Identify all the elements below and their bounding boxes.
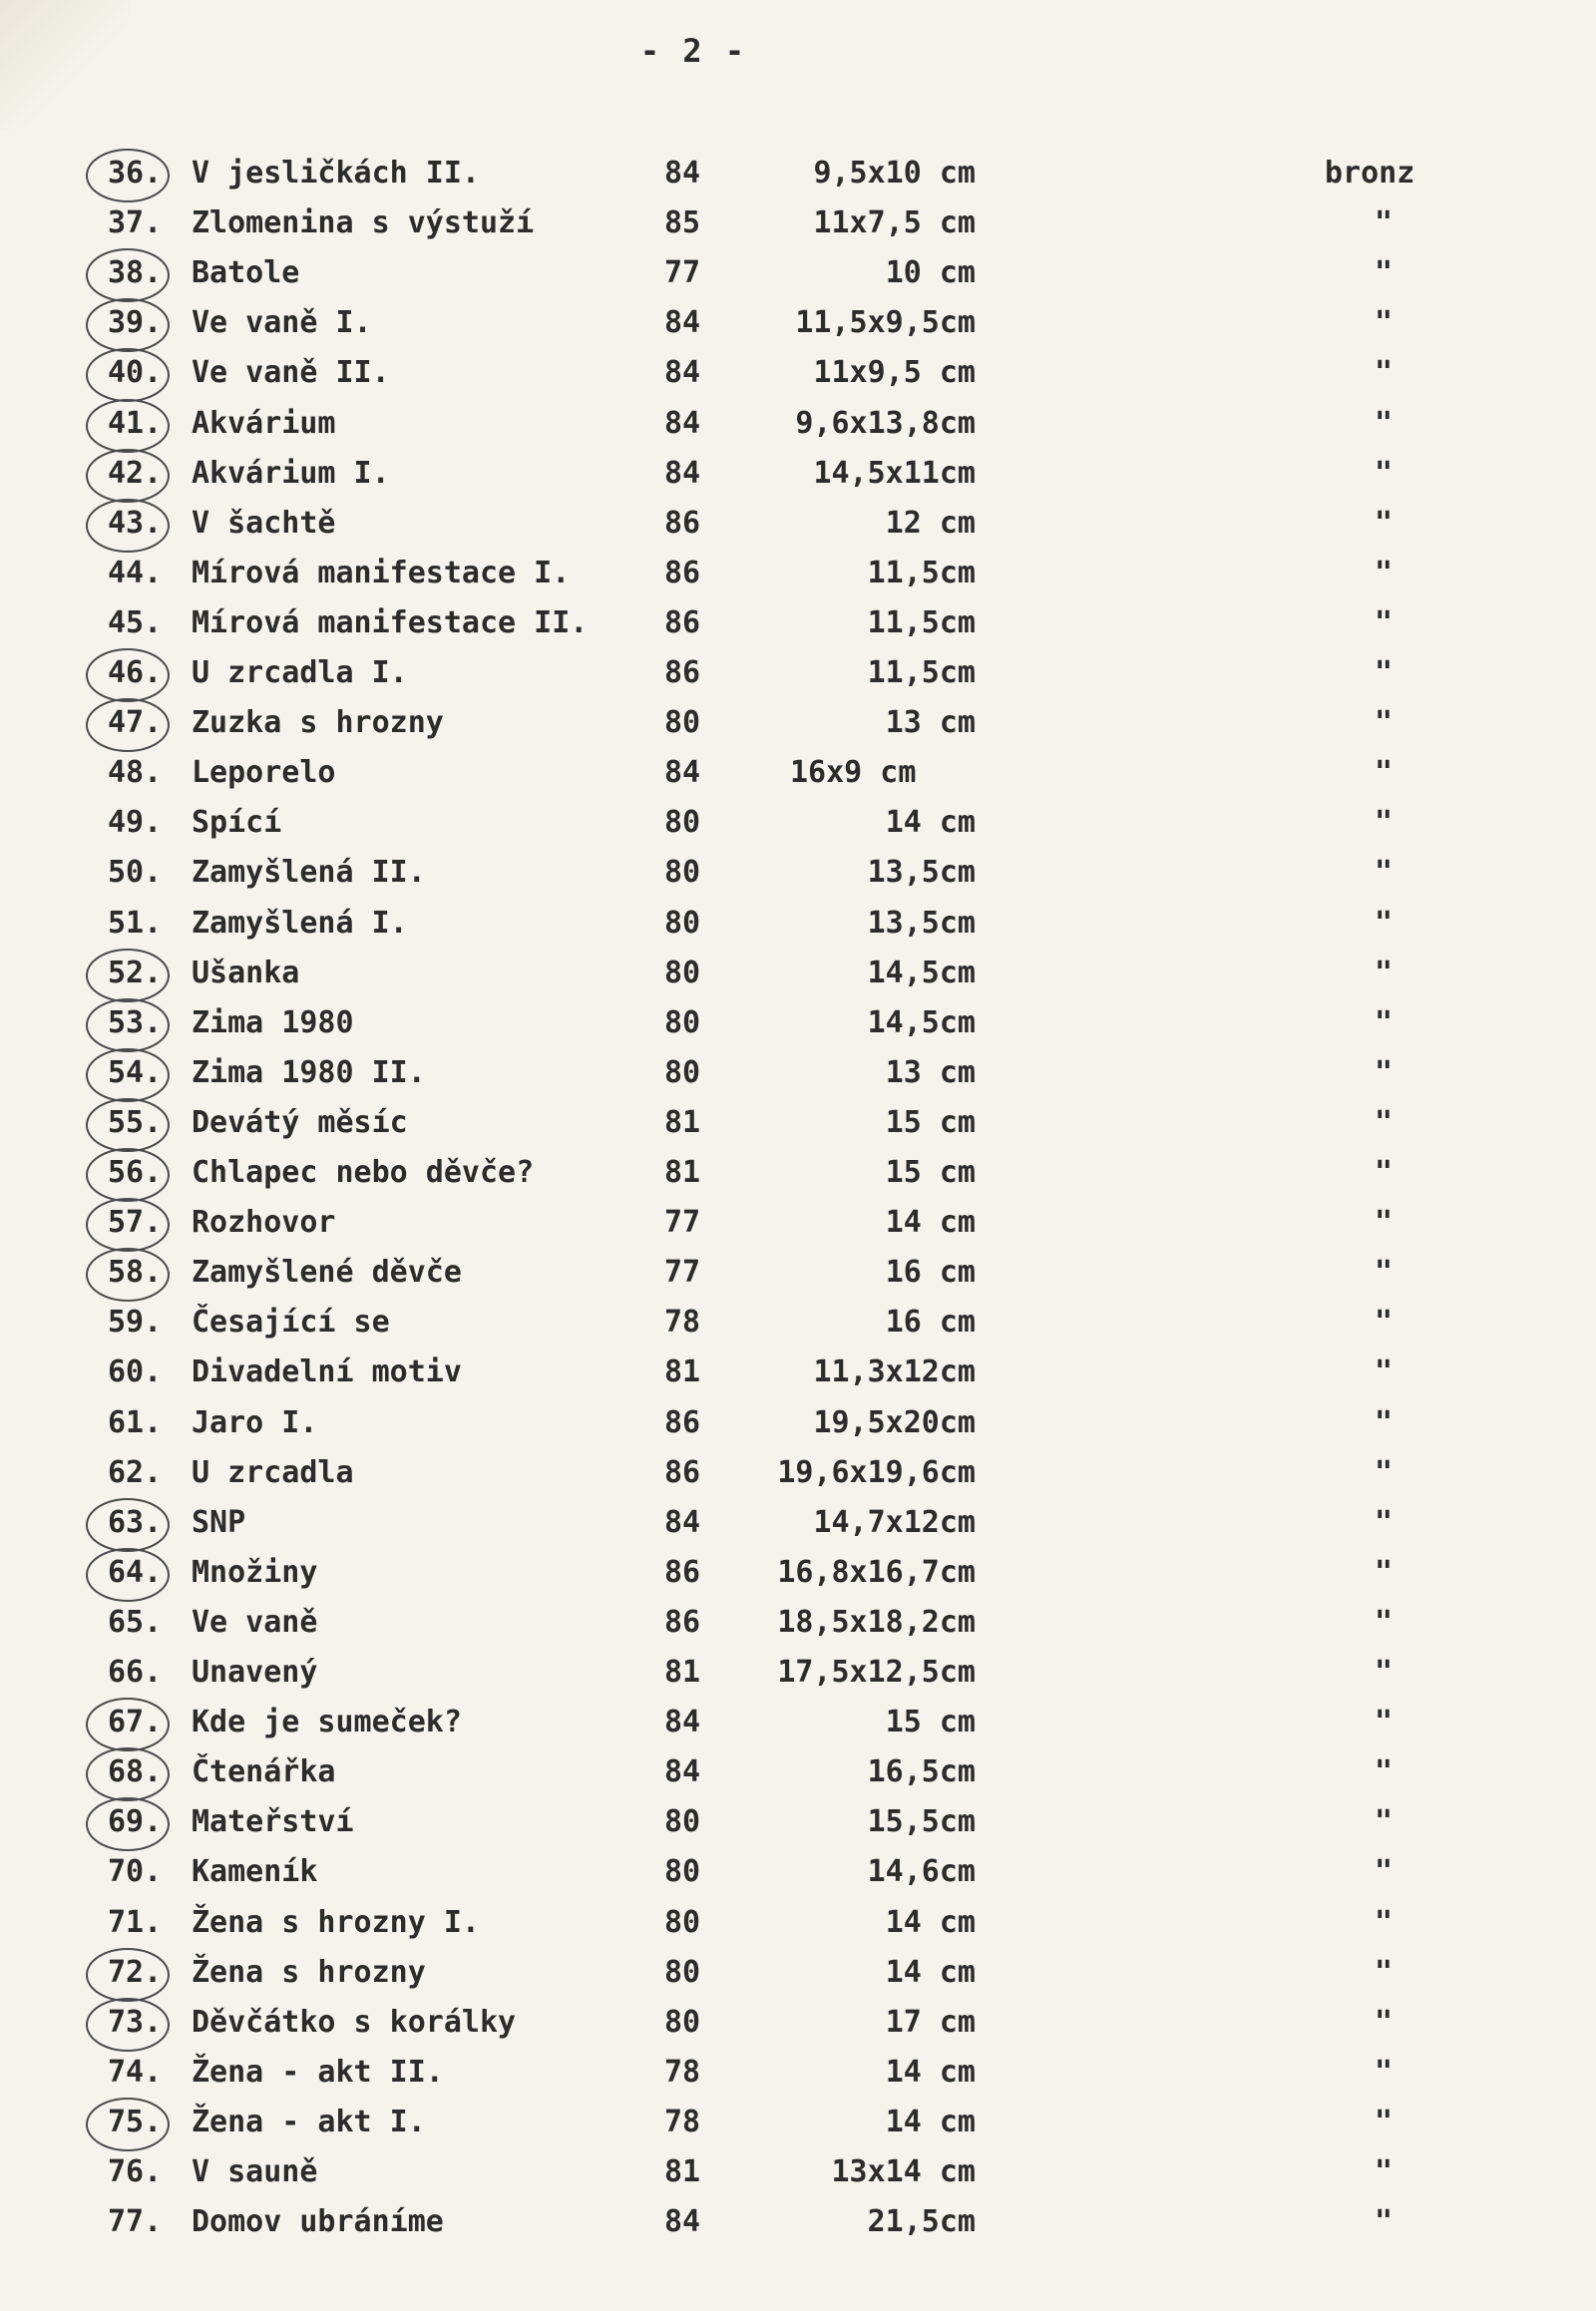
list-item — [0, 700, 1596, 746]
item-material-ditto: " — [1375, 2004, 1394, 2040]
item-size: 10 cm — [885, 255, 976, 291]
item-material-ditto: " — [1375, 905, 1394, 941]
item-number: 37. — [108, 205, 163, 241]
item-title: Kameník — [192, 1854, 318, 1890]
item-size: 14,5x11cm — [813, 455, 976, 491]
item-year: 81 — [664, 1655, 701, 1690]
item-size: 13,5cm — [867, 855, 976, 891]
list-item — [0, 850, 1596, 896]
item-year: 84 — [664, 355, 701, 391]
list-item — [0, 1900, 1596, 1946]
item-material-ditto: " — [1375, 955, 1394, 990]
item-number: 48. — [108, 755, 163, 791]
item-year: 86 — [664, 505, 701, 541]
item-number-circled: 67. — [108, 1700, 188, 1745]
item-size: 16,5cm — [867, 1754, 976, 1790]
list-item — [0, 2000, 1596, 2046]
item-year: 81 — [664, 1354, 701, 1390]
list-item — [0, 800, 1596, 846]
list-item — [0, 650, 1596, 696]
list-item — [0, 1300, 1596, 1346]
item-material-ditto: " — [1375, 1904, 1394, 1940]
list-item — [0, 901, 1596, 947]
list-item — [0, 1550, 1596, 1596]
item-number: 62. — [108, 1454, 163, 1490]
item-material-ditto: " — [1375, 455, 1394, 491]
list-item — [0, 200, 1596, 246]
item-title: Zima 1980 — [192, 1004, 354, 1040]
item-year: 84 — [664, 755, 701, 791]
item-material-ditto: " — [1375, 355, 1394, 391]
item-title: Mírová manifestace I. — [192, 555, 571, 590]
item-material-ditto: " — [1375, 705, 1394, 741]
item-material-ditto: " — [1375, 1255, 1394, 1291]
item-year: 84 — [664, 1504, 701, 1540]
item-year: 86 — [664, 555, 701, 590]
item-year: 80 — [664, 1954, 701, 1990]
item-size: 14 cm — [885, 1954, 976, 1990]
item-title: V jesličkách II. — [192, 156, 480, 191]
item-number-circled: 75. — [108, 2100, 188, 2145]
list-item — [0, 2199, 1596, 2245]
item-size: 11,3x12cm — [813, 1354, 976, 1390]
item-number-circled: 57. — [108, 1200, 188, 1246]
item-material-ditto: " — [1375, 855, 1394, 891]
list-item — [0, 1400, 1596, 1446]
item-size: 11,5cm — [867, 555, 976, 590]
item-number-circled: 43. — [108, 501, 188, 547]
item-title: Akvárium I. — [192, 455, 390, 491]
item-title: Děvčátko s korálky — [192, 2004, 517, 2040]
item-number: 76. — [108, 2154, 163, 2189]
item-year: 77 — [664, 1205, 701, 1241]
list-item — [0, 1600, 1596, 1646]
item-title: Žena - akt I. — [192, 2104, 426, 2139]
item-year: 77 — [664, 255, 701, 291]
item-number: 50. — [108, 855, 163, 891]
item-year: 84 — [664, 455, 701, 491]
item-title: Čtenářka — [192, 1754, 336, 1790]
item-material-ditto: " — [1375, 1854, 1394, 1890]
item-year: 80 — [664, 1054, 701, 1090]
list-item — [0, 1950, 1596, 1996]
item-material-ditto: " — [1375, 1155, 1394, 1190]
item-year: 78 — [664, 1305, 701, 1341]
list-item — [0, 451, 1596, 497]
item-number: 61. — [108, 1404, 163, 1440]
item-year: 80 — [664, 1854, 701, 1890]
item-number-circled: 55. — [108, 1100, 188, 1146]
list-item — [0, 2100, 1596, 2145]
item-title: Zima 1980 II. — [192, 1054, 426, 1090]
item-material: bronz — [1325, 156, 1415, 191]
item-size: 15 cm — [885, 1104, 976, 1140]
list-item — [0, 1700, 1596, 1745]
item-title: Domov ubráníme — [192, 2204, 444, 2240]
item-number-circled: 72. — [108, 1950, 188, 1996]
item-year: 81 — [664, 1104, 701, 1140]
item-size: 14 cm — [885, 1904, 976, 1940]
item-number: 60. — [108, 1354, 163, 1390]
item-number: 65. — [108, 1604, 163, 1640]
item-material-ditto: " — [1375, 1754, 1394, 1790]
item-number-circled: 68. — [108, 1749, 188, 1795]
item-size: 9,6x13,8cm — [795, 405, 976, 441]
item-size: 16x9 cm — [790, 755, 917, 791]
list-item — [0, 600, 1596, 646]
item-year: 84 — [664, 1705, 701, 1740]
item-number-circled: 38. — [108, 250, 188, 296]
item-material-ditto: " — [1375, 655, 1394, 690]
item-title: U zrcadla I. — [192, 655, 408, 690]
list-item — [0, 1200, 1596, 1246]
item-year: 86 — [664, 1454, 701, 1490]
item-material-ditto: " — [1375, 1705, 1394, 1740]
item-year: 80 — [664, 905, 701, 941]
item-title: Ve vaně I. — [192, 305, 372, 341]
item-number-circled: 39. — [108, 300, 188, 346]
item-title: Zlomenina s výstuží — [192, 205, 535, 241]
item-size: 11,5x9,5cm — [795, 305, 976, 341]
item-year: 86 — [664, 604, 701, 640]
item-size: 11,5cm — [867, 604, 976, 640]
list-item — [0, 1150, 1596, 1196]
item-year: 84 — [664, 156, 701, 191]
item-number: 59. — [108, 1305, 163, 1341]
item-title: Kde je sumeček? — [192, 1705, 462, 1740]
item-size: 21,5cm — [867, 2204, 976, 2240]
item-year: 86 — [664, 1404, 701, 1440]
item-number-circled: 54. — [108, 1050, 188, 1096]
item-material-ditto: " — [1375, 555, 1394, 590]
list-item — [0, 951, 1596, 996]
item-year: 78 — [664, 2054, 701, 2090]
item-material-ditto: " — [1375, 1404, 1394, 1440]
item-title: Žena - akt II. — [192, 2054, 444, 2090]
list-item — [0, 1849, 1596, 1895]
item-title: Ve vaně — [192, 1604, 318, 1640]
item-size: 16 cm — [885, 1255, 976, 1291]
item-title: Množiny — [192, 1554, 318, 1590]
list-item — [0, 750, 1596, 796]
item-title: Zuzka s hrozny — [192, 705, 444, 741]
item-size: 15 cm — [885, 1705, 976, 1740]
list-item — [0, 1250, 1596, 1296]
item-number-circled: 56. — [108, 1150, 188, 1196]
item-title: V šachtě — [192, 505, 336, 541]
item-number: 74. — [108, 2054, 163, 2090]
item-number: 70. — [108, 1854, 163, 1890]
item-size: 15 cm — [885, 1155, 976, 1190]
item-title: Devátý měsíc — [192, 1104, 408, 1140]
item-number-circled: 42. — [108, 451, 188, 497]
item-material-ditto: " — [1375, 1804, 1394, 1840]
item-size: 13x14 cm — [831, 2154, 976, 2189]
item-title: Zamyšlená I. — [192, 905, 408, 941]
item-size: 14 cm — [885, 2104, 976, 2139]
item-title: Zamyšlená II. — [192, 855, 426, 891]
item-title: Chlapec nebo děvče? — [192, 1155, 535, 1190]
item-year: 84 — [664, 2204, 701, 2240]
item-title: Unavený — [192, 1655, 318, 1690]
item-size: 14 cm — [885, 1205, 976, 1241]
item-material-ditto: " — [1375, 2204, 1394, 2240]
item-title: Mírová manifestace II. — [192, 604, 589, 640]
item-size: 16,8x16,7cm — [777, 1554, 976, 1590]
item-year: 84 — [664, 405, 701, 441]
item-material-ditto: " — [1375, 1954, 1394, 1990]
item-year: 80 — [664, 855, 701, 891]
item-size: 12 cm — [885, 505, 976, 541]
item-year: 86 — [664, 1604, 701, 1640]
item-title: Batole — [192, 255, 300, 291]
item-material-ditto: " — [1375, 255, 1394, 291]
item-year: 81 — [664, 2154, 701, 2189]
item-year: 80 — [664, 1904, 701, 1940]
item-number-circled: 40. — [108, 350, 188, 396]
item-title: U zrcadla — [192, 1454, 354, 1490]
item-year: 80 — [664, 705, 701, 741]
item-year: 86 — [664, 1554, 701, 1590]
item-number-circled: 52. — [108, 951, 188, 996]
item-title: Jaro I. — [192, 1404, 318, 1440]
item-size: 11x9,5 cm — [813, 355, 976, 391]
list-item — [0, 551, 1596, 596]
item-size: 14 cm — [885, 805, 976, 841]
list-item — [0, 300, 1596, 346]
item-material-ditto: " — [1375, 405, 1394, 441]
item-number-circled: 58. — [108, 1250, 188, 1296]
item-number-circled: 36. — [108, 151, 188, 196]
item-year: 84 — [664, 1754, 701, 1790]
item-number-circled: 47. — [108, 700, 188, 746]
item-material-ditto: " — [1375, 1655, 1394, 1690]
item-material-ditto: " — [1375, 755, 1394, 791]
item-title: V sauně — [192, 2154, 318, 2189]
item-title: SNP — [192, 1504, 246, 1540]
item-title: Česající se — [192, 1305, 390, 1341]
item-size: 17,5x12,5cm — [777, 1655, 976, 1690]
item-material-ditto: " — [1375, 1504, 1394, 1540]
item-material-ditto: " — [1375, 1354, 1394, 1390]
item-material-ditto: " — [1375, 2154, 1394, 2189]
item-material-ditto: " — [1375, 2054, 1394, 2090]
list-item — [0, 1500, 1596, 1546]
item-size: 17 cm — [885, 2004, 976, 2040]
item-size: 14,5cm — [867, 1004, 976, 1040]
item-number: 71. — [108, 1904, 163, 1940]
list-item — [0, 1650, 1596, 1696]
item-material-ditto: " — [1375, 1454, 1394, 1490]
list-item — [0, 250, 1596, 296]
item-material-ditto: " — [1375, 1205, 1394, 1241]
item-material-ditto: " — [1375, 1054, 1394, 1090]
item-title: Leporelo — [192, 755, 336, 791]
item-year: 77 — [664, 1255, 701, 1291]
item-year: 86 — [664, 655, 701, 690]
item-number: 49. — [108, 805, 163, 841]
item-size: 11,5cm — [867, 655, 976, 690]
item-title: Akvárium — [192, 405, 336, 441]
item-material-ditto: " — [1375, 205, 1394, 241]
item-size: 14 cm — [885, 2054, 976, 2090]
item-size: 16 cm — [885, 1305, 976, 1341]
item-material-ditto: " — [1375, 805, 1394, 841]
item-title: Žena s hrozny I. — [192, 1904, 480, 1940]
item-number: 44. — [108, 555, 163, 590]
item-number: 45. — [108, 604, 163, 640]
list-item — [0, 1749, 1596, 1795]
item-year: 84 — [664, 305, 701, 341]
item-title: Mateřství — [192, 1804, 354, 1840]
item-size: 13 cm — [885, 1054, 976, 1090]
item-material-ditto: " — [1375, 1554, 1394, 1590]
item-number-circled: 73. — [108, 2000, 188, 2046]
list-item — [0, 2050, 1596, 2096]
page-number: - 2 - — [639, 32, 747, 70]
list-item — [0, 1450, 1596, 1496]
item-year: 80 — [664, 1804, 701, 1840]
list-item — [0, 1349, 1596, 1395]
item-year: 78 — [664, 2104, 701, 2139]
list-item — [0, 2149, 1596, 2195]
item-year: 81 — [664, 1155, 701, 1190]
item-number: 66. — [108, 1655, 163, 1690]
item-material-ditto: " — [1375, 505, 1394, 541]
item-size: 14,7x12cm — [813, 1504, 976, 1540]
list-item — [0, 1050, 1596, 1096]
item-title: Rozhovor — [192, 1205, 336, 1241]
item-material-ditto: " — [1375, 1305, 1394, 1341]
item-size: 19,5x20cm — [813, 1404, 976, 1440]
item-size: 14,5cm — [867, 955, 976, 990]
item-size: 13 cm — [885, 705, 976, 741]
list-item — [0, 151, 1596, 196]
item-year: 80 — [664, 955, 701, 990]
item-material-ditto: " — [1375, 1604, 1394, 1640]
item-title: Spící — [192, 805, 282, 841]
item-title: Divadelní motiv — [192, 1354, 462, 1390]
item-material-ditto: " — [1375, 2104, 1394, 2139]
item-size: 19,6x19,6cm — [777, 1454, 976, 1490]
item-title: Ve vaně II. — [192, 355, 390, 391]
list-item — [0, 401, 1596, 447]
item-number-circled: 69. — [108, 1799, 188, 1845]
item-number: 51. — [108, 905, 163, 941]
item-title: Ušanka — [192, 955, 300, 990]
item-material-ditto: " — [1375, 305, 1394, 341]
item-title: Zamyšlené děvče — [192, 1255, 462, 1291]
list-item — [0, 350, 1596, 396]
item-number-circled: 46. — [108, 650, 188, 696]
item-year: 80 — [664, 2004, 701, 2040]
item-material-ditto: " — [1375, 1004, 1394, 1040]
item-number-circled: 53. — [108, 1000, 188, 1046]
item-title: Žena s hrozny — [192, 1954, 426, 1990]
item-size: 18,5x18,2cm — [777, 1604, 976, 1640]
item-material-ditto: " — [1375, 604, 1394, 640]
item-year: 80 — [664, 1004, 701, 1040]
item-number-circled: 41. — [108, 401, 188, 447]
item-material-ditto: " — [1375, 1104, 1394, 1140]
item-number-circled: 63. — [108, 1500, 188, 1546]
item-size: 9,5x10 cm — [813, 156, 976, 191]
item-size: 15,5cm — [867, 1804, 976, 1840]
item-number: 77. — [108, 2204, 163, 2240]
item-number-circled: 64. — [108, 1550, 188, 1596]
item-size: 11x7,5 cm — [813, 205, 976, 241]
list-item — [0, 1000, 1596, 1046]
item-size: 13,5cm — [867, 905, 976, 941]
item-year: 85 — [664, 205, 701, 241]
list-item — [0, 501, 1596, 547]
item-size: 14,6cm — [867, 1854, 976, 1890]
list-item — [0, 1100, 1596, 1146]
item-year: 80 — [664, 805, 701, 841]
list-item — [0, 1799, 1596, 1845]
